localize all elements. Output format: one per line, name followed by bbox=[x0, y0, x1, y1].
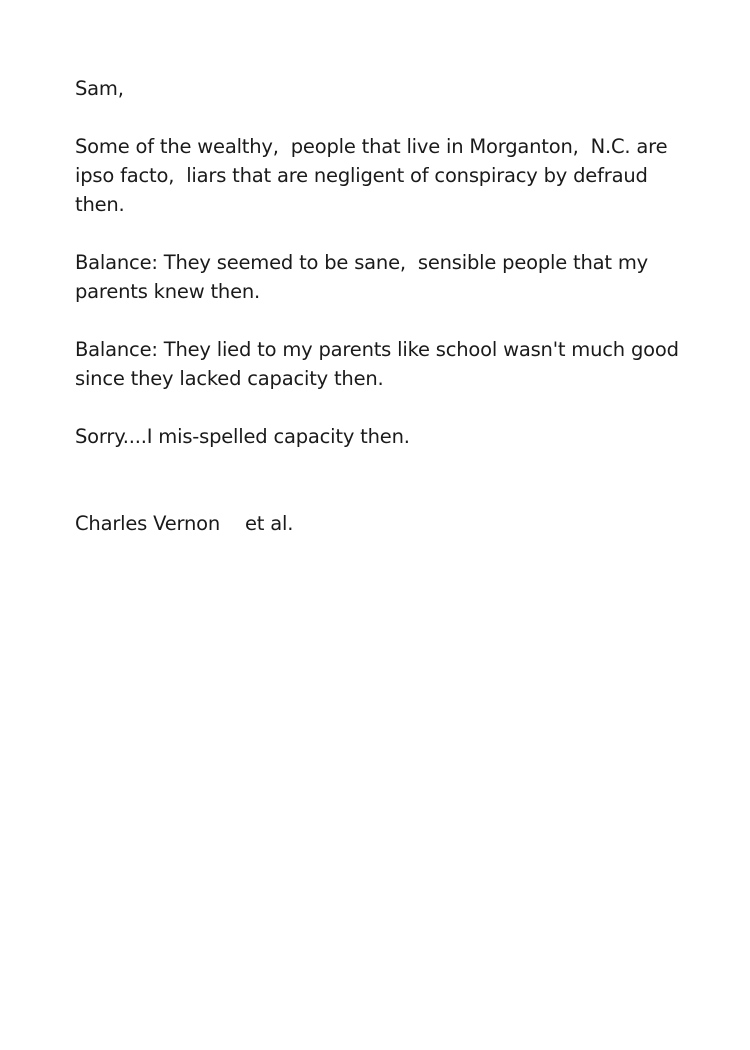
paragraph-line: Some of the wealthy, people that live in Morganton, N.C. are bbox=[75, 135, 668, 158]
paragraph bbox=[75, 132, 695, 219]
paragraph bbox=[75, 335, 695, 393]
paragraph-line: Balance: They seemed to be sane, sensible people that my bbox=[75, 251, 648, 274]
signature-suffix: et al. bbox=[245, 512, 294, 535]
paragraph-line: parents knew then. bbox=[75, 280, 261, 303]
spacer bbox=[75, 103, 695, 132]
paragraph bbox=[75, 422, 695, 451]
spacer bbox=[75, 393, 695, 422]
spacer bbox=[75, 451, 695, 509]
letter-body bbox=[75, 74, 695, 538]
paragraph-line: ipso facto, liars that are negligent of conspiracy by defraud bbox=[75, 164, 648, 187]
paragraph-line: since they lacked capacity then. bbox=[75, 367, 384, 390]
signature-name: Charles Vernon bbox=[75, 512, 221, 535]
paragraph-line: Sorry....I mis-spelled capacity then. bbox=[75, 425, 410, 448]
paragraph bbox=[75, 248, 695, 306]
salutation: Sam, bbox=[75, 77, 124, 100]
paragraph-line: then. bbox=[75, 193, 125, 216]
paragraph-line: Balance: They lied to my parents like school wasn't much good bbox=[75, 338, 679, 361]
spacer bbox=[75, 306, 695, 335]
signature bbox=[75, 509, 695, 538]
spacer bbox=[75, 219, 695, 248]
